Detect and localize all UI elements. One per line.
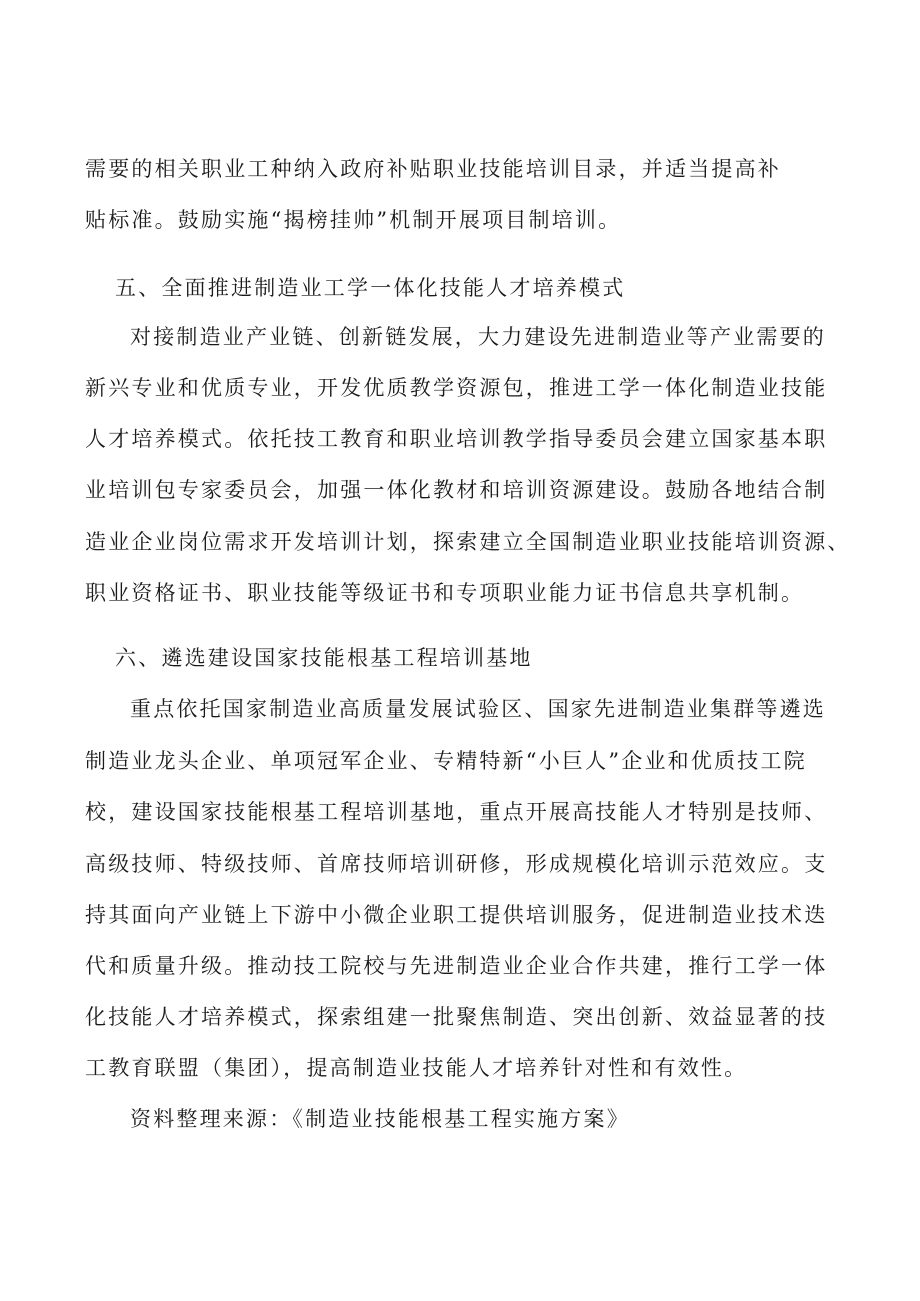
section-5-line-6: 职业资格证书、职业技能等级证书和专项职业能力证书信息共享机制。 [85,581,805,605]
section-5-line-3: 人才培养模式。依托技工教育和职业培训教学指导委员会建立国家基本职 [85,427,828,451]
section-5-line-4: 业培训包专家委员会，加强一体化教材和培训资源建设。鼓励各地结合制 [85,478,828,502]
section-6-line-8: 工教育联盟（集团），提高制造业技能人才培养针对性和有效性。 [85,1056,748,1080]
section-6-line-7: 化技能人才培养模式，探索组建一批聚焦制造、突出创新、效益显著的技 [85,1005,828,1029]
intro-line-1: 需要的相关职业工种纳入政府补贴职业技能培训目录，并适当提高补 [85,157,781,181]
source-note: 资料整理来源：《制造业技能根基工程实施方案》 [130,1107,630,1131]
section-6-heading: 六、遴选建设国家技能根基工程培训基地 [115,646,533,670]
section-6-line-6: 代和质量升级。推动技工院校与先进制造业企业合作共建，推行工学一体 [85,954,828,978]
section-5-heading: 五、全面推进制造业工学一体化技能人才培养模式 [115,276,626,300]
section-6-line-3: 校，建设国家技能根基工程培训基地，重点开展高技能人才特别是技师、 [85,800,828,824]
section-5-line-5: 造业企业岗位需求开发培训计划，探索建立全国制造业职业技能培训资源、 [85,530,851,554]
section-6-line-1: 重点依托国家制造业高质量发展试验区、国家先进制造业集群等遴选 [130,697,826,721]
section-5-line-2: 新兴专业和优质专业，开发优质教学资源包，推进工学一体化制造业技能 [85,376,828,400]
section-6-line-4: 高级技师、特级技师、首席技师培训研修，形成规模化培训示范效应。支 [85,852,828,876]
section-6-line-5: 持其面向产业链上下游中小微企业职工提供培训服务，促进制造业技术迭 [85,903,828,927]
section-5-line-1: 对接制造业产业链、创新链发展，大力建设先进制造业等产业需要的 [130,325,826,349]
intro-line-2: 贴标准。鼓励实施“揭榜挂帅”机制开展项目制培训。 [85,208,622,232]
section-6-line-2: 制造业龙头企业、单项冠军企业、专精特新“小巨人”企业和优质技工院 [85,749,807,773]
